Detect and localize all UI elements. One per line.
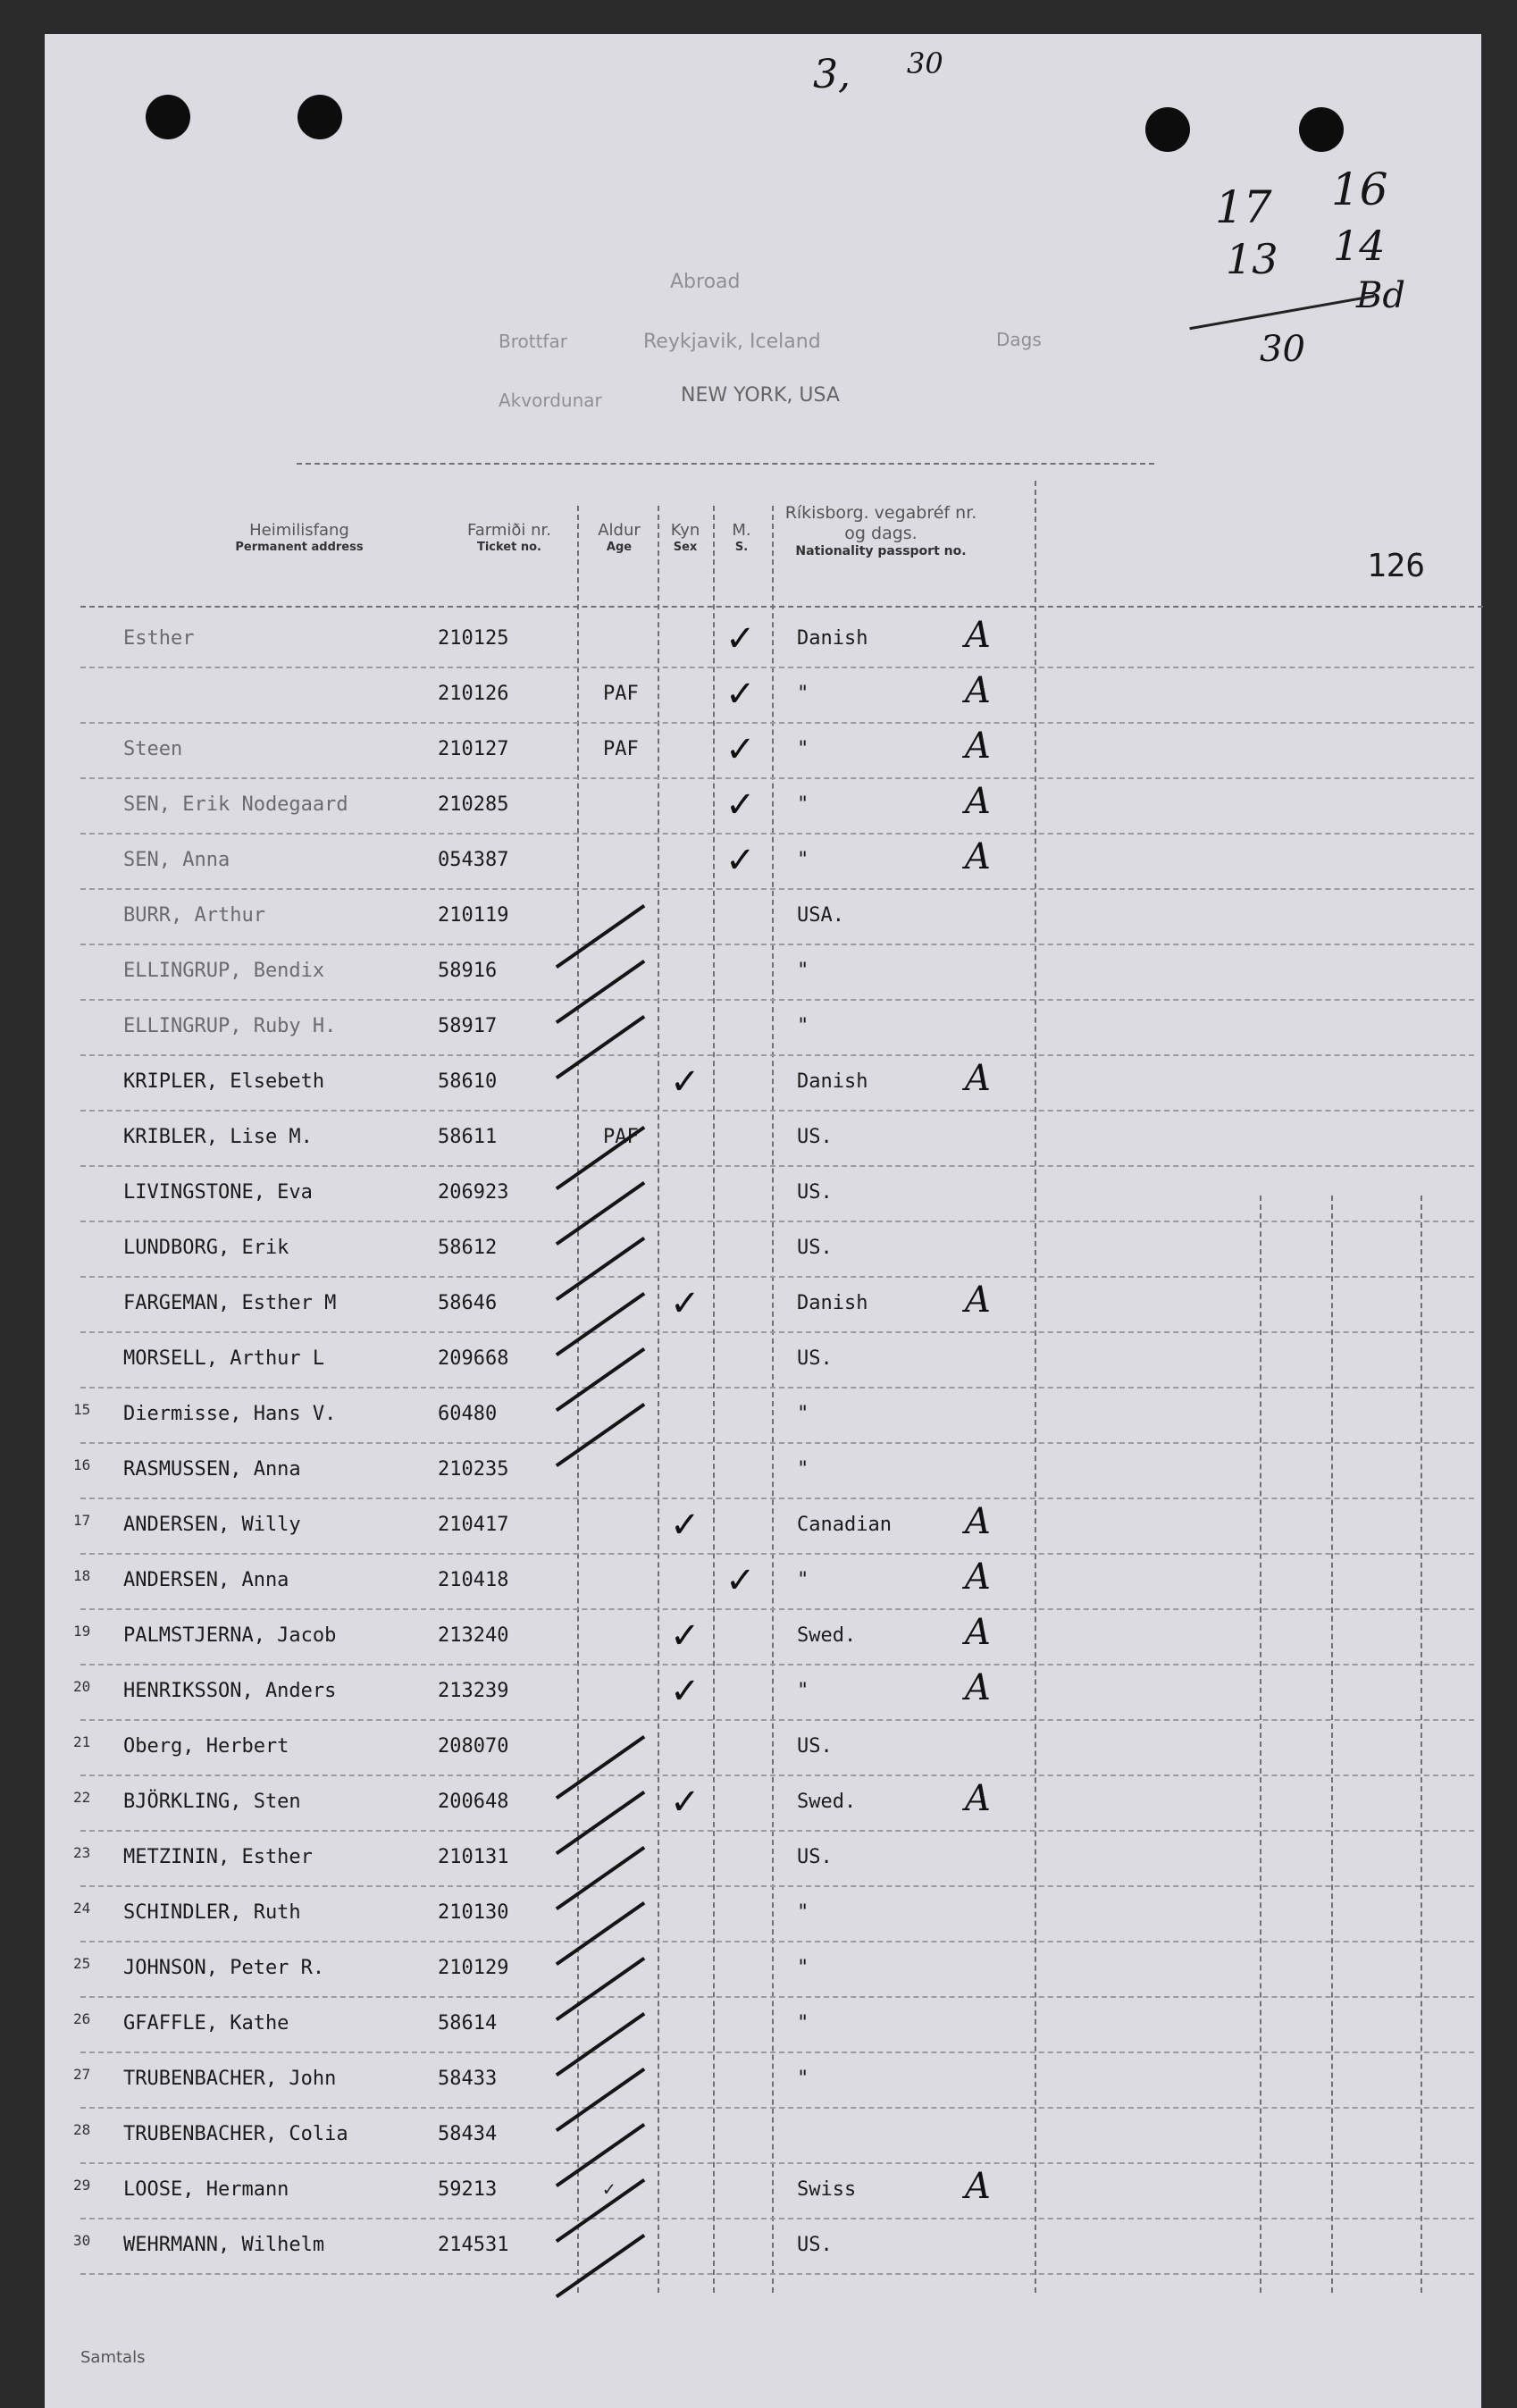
row-divider xyxy=(80,1664,1474,1665)
row-number: 25 xyxy=(73,1955,91,1972)
header-bottom-line xyxy=(80,606,1483,608)
ticket-number: 210130 xyxy=(438,1901,509,1924)
passenger-name: KRIPLER, Elsebeth xyxy=(123,1070,325,1093)
passenger-name: WEHRMANN, Wilhelm xyxy=(123,2234,325,2256)
table-row xyxy=(45,1501,1481,1555)
row-number: 18 xyxy=(73,1567,91,1584)
approval-mark: A xyxy=(965,1501,991,1542)
punch-hole-icon xyxy=(146,95,190,139)
table-row xyxy=(45,947,1481,1001)
nationality: US. xyxy=(797,1237,833,1259)
corner-letters: Bd xyxy=(1356,275,1405,316)
approval-mark: A xyxy=(965,781,991,822)
table-row xyxy=(45,836,1481,890)
passenger-name: GFAFFLE, Kathe xyxy=(123,2012,289,2035)
approval-mark: A xyxy=(965,726,991,767)
row-divider xyxy=(80,1054,1474,1056)
header-age xyxy=(579,521,659,554)
row-number: 17 xyxy=(73,1512,91,1529)
age-value: ✓ xyxy=(603,2178,616,2201)
sex-check-icon: ✓ xyxy=(670,1283,700,1324)
passenger-name: LIVINGSTONE, Eva xyxy=(123,1181,313,1204)
row-divider xyxy=(80,1830,1474,1832)
row-number: 29 xyxy=(73,2177,91,2194)
passenger-name: Esther xyxy=(123,627,195,650)
corner-number-b: 13 xyxy=(1226,235,1278,283)
row-number: 20 xyxy=(73,1678,91,1695)
ms-check-icon: ✓ xyxy=(725,674,756,715)
header-ms-main: M. xyxy=(732,521,751,540)
passenger-name: SEN, Erik Nodegaard xyxy=(123,793,348,816)
faint-date-label: Dags xyxy=(996,329,1042,350)
row-number: 28 xyxy=(73,2121,91,2138)
header-top-line xyxy=(297,463,1154,465)
sex-check-icon: ✓ xyxy=(670,1061,700,1103)
approval-mark: A xyxy=(965,836,991,877)
table-row xyxy=(45,1778,1481,1832)
punch-hole-icon xyxy=(1145,107,1190,152)
passenger-name: FARGEMAN, Esther M xyxy=(123,1292,337,1314)
row-divider xyxy=(80,1276,1474,1278)
ms-check-icon: ✓ xyxy=(725,840,756,881)
header-address-main: Heimilisfang xyxy=(249,521,349,540)
ticket-number: 210418 xyxy=(438,1569,509,1591)
table-row xyxy=(45,1889,1481,1942)
ticket-number: 210235 xyxy=(438,1458,509,1481)
approval-mark: A xyxy=(965,615,991,656)
ms-check-icon: ✓ xyxy=(725,729,756,770)
ticket-number: 58612 xyxy=(438,1237,498,1259)
row-divider xyxy=(80,2051,1474,2053)
passenger-name: BURR, Arthur xyxy=(123,904,265,927)
nationality: USA. xyxy=(797,904,844,927)
passenger-name: SEN, Anna xyxy=(123,849,230,871)
faint-title: Abroad xyxy=(670,271,741,293)
row-divider xyxy=(80,1941,1474,1942)
ticket-number: 210129 xyxy=(438,1957,509,1979)
nationality: Danish xyxy=(797,1292,868,1314)
row-divider xyxy=(80,722,1474,724)
punch-hole-icon xyxy=(298,95,342,139)
table-row xyxy=(45,1390,1481,1444)
row-number: 26 xyxy=(73,2010,91,2027)
sex-check-icon: ✓ xyxy=(670,1615,700,1657)
header-ticket xyxy=(438,521,581,554)
nationality: " xyxy=(797,2068,809,2090)
table-row xyxy=(45,2055,1481,2109)
header-address xyxy=(223,521,375,554)
ticket-number: 58646 xyxy=(438,1292,498,1314)
ms-check-icon: ✓ xyxy=(725,1560,756,1601)
nationality: " xyxy=(797,960,809,982)
nationality: " xyxy=(797,1458,809,1481)
header-nationality-sub: Nationality passport no. xyxy=(795,543,967,558)
passenger-name: SCHINDLER, Ruth xyxy=(123,1901,301,1924)
table-row xyxy=(45,1723,1481,1776)
row-number: 16 xyxy=(73,1456,91,1473)
row-number: 24 xyxy=(73,1900,91,1917)
row-divider xyxy=(80,833,1474,835)
row-divider xyxy=(80,999,1474,1001)
ticket-number: 58611 xyxy=(438,1126,498,1148)
table-row xyxy=(45,1944,1481,1998)
corner-number-d: 14 xyxy=(1333,222,1386,270)
ms-check-icon: ✓ xyxy=(725,784,756,826)
age-value: PAF xyxy=(603,738,639,760)
ticket-number: 210125 xyxy=(438,627,509,650)
header-age-main: Aldur xyxy=(598,521,641,540)
table-row xyxy=(45,2000,1481,2053)
table-row xyxy=(45,2110,1481,2164)
row-divider xyxy=(80,1387,1474,1389)
nationality: US. xyxy=(797,1181,833,1204)
table-row xyxy=(45,781,1481,835)
ticket-number: 214531 xyxy=(438,2234,509,2256)
document-sheet xyxy=(45,34,1481,2408)
approval-mark: A xyxy=(965,1612,991,1653)
header-ticket-main: Farmiði nr. xyxy=(467,521,551,540)
nationality: Danish xyxy=(797,627,868,650)
row-divider xyxy=(80,667,1474,668)
ticket-number: 58614 xyxy=(438,2012,498,2035)
row-divider xyxy=(80,1885,1474,1887)
approval-mark: A xyxy=(965,1556,991,1598)
passenger-name: HENRIKSSON, Anders xyxy=(123,1680,337,1702)
faint-to-value: NEW YORK, USA xyxy=(681,384,840,407)
ticket-number: 213239 xyxy=(438,1680,509,1702)
nationality: " xyxy=(797,1957,809,1979)
ticket-number: 58434 xyxy=(438,2123,498,2145)
passenger-name: Diermisse, Hans V. xyxy=(123,1403,337,1425)
sex-check-icon: ✓ xyxy=(670,1782,700,1823)
row-divider xyxy=(80,1719,1474,1721)
corner-number-a: 17 xyxy=(1215,181,1272,233)
passenger-name: LOOSE, Hermann xyxy=(123,2178,289,2201)
nationality: " xyxy=(797,1680,809,1702)
ticket-number: 209668 xyxy=(438,1347,509,1370)
faint-from-value: Reykjavik, Iceland xyxy=(643,331,821,353)
ticket-number: 210417 xyxy=(438,1514,509,1536)
passenger-name: Steen xyxy=(123,738,183,760)
corner-number-e: 30 xyxy=(1260,329,1305,370)
passenger-name: METZININ, Esther xyxy=(123,1846,313,1868)
header-sex-sub: Sex xyxy=(673,540,698,554)
row-divider xyxy=(80,2162,1474,2164)
table-row xyxy=(45,1224,1481,1278)
ticket-number: 210285 xyxy=(438,793,509,816)
row-divider xyxy=(80,1110,1474,1112)
header-ms-sub: S. xyxy=(734,540,749,554)
nationality: US. xyxy=(797,1735,833,1758)
ticket-number: 60480 xyxy=(438,1403,498,1425)
sex-check-icon: ✓ xyxy=(670,1671,700,1712)
row-divider xyxy=(80,1331,1474,1333)
passenger-name: Oberg, Herbert xyxy=(123,1735,289,1758)
nationality: " xyxy=(797,1901,809,1924)
header-age-sub: Age xyxy=(606,540,633,554)
approval-mark: A xyxy=(965,2166,991,2207)
cancel-stroke-icon xyxy=(556,2234,646,2298)
header-sex-main: Kyn xyxy=(670,521,700,540)
footer-note: Samtals xyxy=(80,2348,146,2367)
row-divider xyxy=(80,2218,1474,2219)
approval-mark: A xyxy=(965,1778,991,1819)
header-nationality-main: Ríkisborg. vegabréf nr. og dags. xyxy=(784,503,977,543)
row-number: 21 xyxy=(73,1733,91,1750)
row-divider xyxy=(80,888,1474,890)
table-row xyxy=(45,1667,1481,1721)
ticket-number: 208070 xyxy=(438,1735,509,1758)
ticket-number: 210126 xyxy=(438,683,509,705)
row-number: 15 xyxy=(73,1401,91,1418)
nationality: " xyxy=(797,1403,809,1425)
ticket-number: 58433 xyxy=(438,2068,498,2090)
ticket-number: 210127 xyxy=(438,738,509,760)
header-ticket-sub: Ticket no. xyxy=(476,540,541,554)
row-divider xyxy=(80,1553,1474,1555)
table-row xyxy=(45,1113,1481,1167)
table-row xyxy=(45,726,1481,779)
passenger-name: BJÖRKLING, Sten xyxy=(123,1791,301,1813)
nationality: " xyxy=(797,793,809,816)
passenger-name: ANDERSEN, Willy xyxy=(123,1514,301,1536)
ticket-number: 054387 xyxy=(438,849,509,871)
ticket-number: 58916 xyxy=(438,960,498,982)
row-number: 22 xyxy=(73,1789,91,1806)
nationality: Swiss xyxy=(797,2178,857,2201)
table-row xyxy=(45,670,1481,724)
passenger-name: JOHNSON, Peter R. xyxy=(123,1957,325,1979)
row-number: 19 xyxy=(73,1623,91,1640)
passenger-name: TRUBENBACHER, John xyxy=(123,2068,337,2090)
header-ms xyxy=(715,521,768,554)
nationality: US. xyxy=(797,1846,833,1868)
ticket-number: 213240 xyxy=(438,1624,509,1647)
table-row xyxy=(45,1280,1481,1333)
punch-hole-icon xyxy=(1299,107,1344,152)
nationality: US. xyxy=(797,1347,833,1370)
table-row xyxy=(45,1058,1481,1112)
passenger-name: KRIBLER, Lise M. xyxy=(123,1126,313,1148)
table-row xyxy=(45,2166,1481,2219)
table-row xyxy=(45,615,1481,668)
nationality: US. xyxy=(797,2234,833,2256)
row-divider xyxy=(80,1221,1474,1222)
nationality: Danish xyxy=(797,1070,868,1093)
row-divider xyxy=(80,777,1474,779)
nationality: US. xyxy=(797,1126,833,1148)
ticket-number: 210131 xyxy=(438,1846,509,1868)
row-divider xyxy=(80,1165,1474,1167)
table-row xyxy=(45,1612,1481,1665)
faint-to-label: Akvordunar xyxy=(499,390,602,411)
row-number: 27 xyxy=(73,2066,91,2083)
approval-mark: A xyxy=(965,670,991,711)
row-divider xyxy=(80,1775,1474,1776)
top-annotation-2: 30 xyxy=(907,46,943,80)
row-divider xyxy=(80,2107,1474,2109)
passenger-name: ELLINGRUP, Ruby H. xyxy=(123,1015,337,1037)
ticket-number: 58610 xyxy=(438,1070,498,1093)
passenger-name: RASMUSSEN, Anna xyxy=(123,1458,301,1481)
passenger-name: ANDERSEN, Anna xyxy=(123,1569,289,1591)
top-annotation: 3, xyxy=(813,52,851,97)
sex-check-icon: ✓ xyxy=(670,1505,700,1546)
table-row xyxy=(45,1003,1481,1056)
ms-check-icon: ✓ xyxy=(725,618,756,659)
header-address-sub: Permanent address xyxy=(235,540,364,554)
faint-from-label: Brottfar xyxy=(499,331,567,352)
header-sex xyxy=(659,521,711,554)
passenger-name: LUNDBORG, Erik xyxy=(123,1237,289,1259)
row-divider xyxy=(80,1996,1474,1998)
approval-mark: A xyxy=(965,1280,991,1321)
passenger-name: TRUBENBACHER, Colia xyxy=(123,2123,348,2145)
nationality: Swed. xyxy=(797,1624,857,1647)
table-row xyxy=(45,1335,1481,1389)
passenger-name: PALMSTJERNA, Jacob xyxy=(123,1624,337,1647)
ticket-number: 210119 xyxy=(438,904,509,927)
row-divider xyxy=(80,1608,1474,1610)
table-row xyxy=(45,892,1481,945)
table-row xyxy=(45,2221,1481,2275)
nationality: " xyxy=(797,1015,809,1037)
approval-mark: A xyxy=(965,1667,991,1708)
ticket-number: 200648 xyxy=(438,1791,509,1813)
ticket-number: 206923 xyxy=(438,1181,509,1204)
passenger-name: ELLINGRUP, Bendix xyxy=(123,960,325,982)
corner-underline xyxy=(1189,295,1374,330)
table-row xyxy=(45,1556,1481,1610)
row-divider xyxy=(80,1498,1474,1499)
table-row xyxy=(45,1169,1481,1222)
corner-number-c: 16 xyxy=(1331,164,1388,215)
table-row xyxy=(45,1833,1481,1887)
age-value: PAF xyxy=(603,683,639,705)
nationality: " xyxy=(797,683,809,705)
passenger-name: MORSELL, Arthur L xyxy=(123,1347,325,1370)
ticket-number: 59213 xyxy=(438,2178,498,2201)
nationality: " xyxy=(797,849,809,871)
header-nationality xyxy=(774,503,988,558)
ticket-number: 58917 xyxy=(438,1015,498,1037)
approval-mark: A xyxy=(965,1058,991,1099)
row-divider xyxy=(80,944,1474,945)
page-number: 126 xyxy=(1367,548,1426,584)
row-number: 30 xyxy=(73,2232,91,2249)
nationality: " xyxy=(797,2012,809,2035)
nationality: Canadian xyxy=(797,1514,892,1536)
nationality: " xyxy=(797,738,809,760)
row-divider xyxy=(80,2273,1474,2275)
nationality: Swed. xyxy=(797,1791,857,1813)
row-divider xyxy=(80,1442,1474,1444)
table-row xyxy=(45,1446,1481,1499)
age-value: PAF xyxy=(603,1126,639,1148)
row-number: 23 xyxy=(73,1844,91,1861)
nationality: " xyxy=(797,1569,809,1591)
